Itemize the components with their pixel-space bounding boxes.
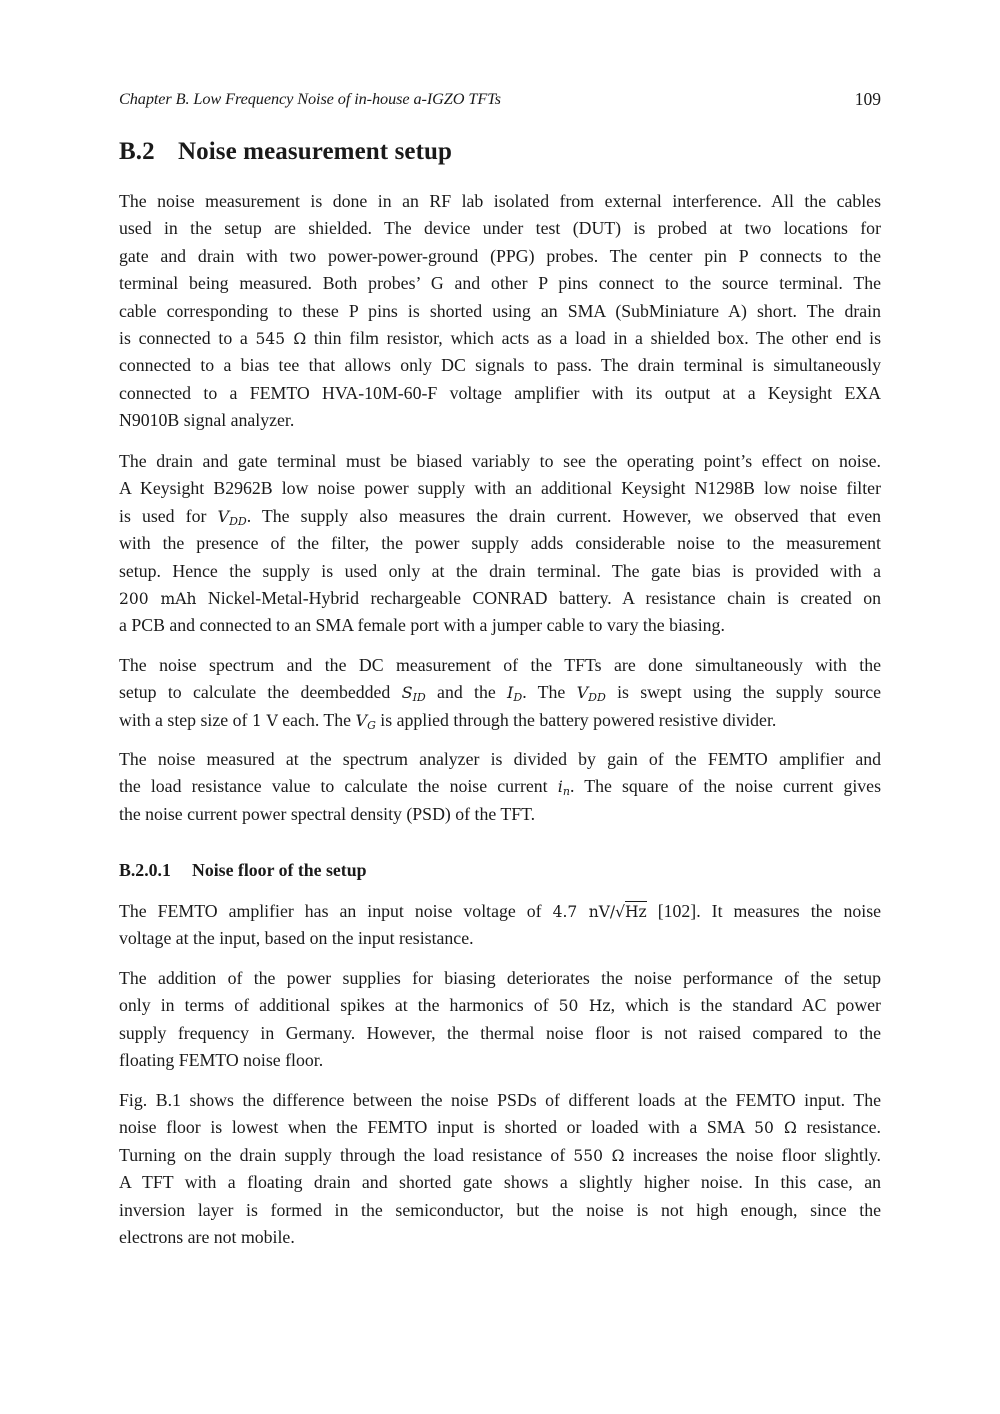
text-line: Fig. B.1 shows the difference between the noise PSDs of different loads at the FEMTO input. The [119,1090,881,1110]
math-symbol: i [557,777,563,797]
section-title: Noise measurement setup [178,138,453,165]
text-span: The FEMTO amplifier has an input noise voltage of [119,901,553,921]
paragraph-noise-current [119,746,881,828]
paragraph-figure-discussion [119,1087,881,1251]
text-line: connected to a FEMTO HVA-10M-60-F voltage amplifier with its output at a Keysight EXA [119,382,881,403]
math-noise-voltage: 4.7 nV/√ [552,903,626,921]
text-line: supply frequency in Germany. However, the thermal noise floor is not raised compared to the [119,1022,881,1043]
text-span: , which is the standard AC power [610,995,881,1016]
running-title: Chapter B. Low Frequency Noise of in-house a-IGZO TFTs [119,89,501,108]
math-vg [356,711,376,730]
text-line: The drain and gate terminal must be biased variably to see the operating point’s effect on noise. [119,451,881,471]
math-symbol: V [576,683,589,703]
text-line: electrons are not mobile. [119,1226,295,1247]
math-sid [401,683,426,705]
text-line: voltage at the input, based on the input resistance. [119,928,474,949]
text-line: The noise spectrum and the DC measurement of the TFTs are done simultaneously with the [119,655,881,675]
text-line [119,992,881,1019]
math-id [507,683,523,705]
text-span: is applied through the battery powered resistive divider. [375,709,777,730]
text-line [119,585,881,612]
text-span: Turning on the drain supply through the load resistance of [119,1144,574,1165]
math-subscript: D [513,691,523,705]
text-line [119,773,881,800]
paragraph-biasing [119,448,881,640]
text-span: resistance. [796,1117,881,1138]
text-line: a PCB and connected to an SMA female port with a jumper cable to vary the biasing. [119,615,725,636]
text-line: A Keysight B2962B low noise power supply with an additional Keysight N1298B low noise filter [119,478,881,499]
paragraph-femto-noise [119,898,881,953]
section-heading [119,138,452,166]
math-symbol: S [401,683,413,703]
math-resistance-550: 550 Ω [573,1146,625,1165]
text-line: The addition of the power supplies for biasing deteriorates the noise performance of the setup [119,968,881,988]
text-line [119,898,881,925]
text-span: [102]. It measures the noise [646,901,881,921]
math-sqrt-hz: Hz [625,903,647,921]
text-span: . The square of the noise current gives [569,776,881,797]
math-resistance-545: 545 Ω [255,329,307,348]
text-line: the noise current power spectral density (PSD) of the TFT. [119,803,536,824]
text-line: cable corresponding to these P pins is shorted using an SMA (SubMiniature A) short. The drain [119,300,881,321]
text-span: thin film resistor, which acts as a load in a shielded box. The other end is [306,327,881,348]
text-span: increases the noise floor slightly. [624,1144,881,1165]
text-line: The noise measurement is done in an RF lab isolated from external interference. All the cables [119,191,881,211]
math-vdd [576,683,606,705]
math-subscript: G [367,718,376,732]
text-line: A TFT with a floating drain and shorted gate shows a slightly higher noise. In this case, an [119,1172,881,1193]
text-line [119,325,881,352]
text-span: and the [425,682,508,703]
paragraph-dc-measurement [119,652,881,734]
text-span: only in terms of additional spikes at the harmonics of [119,995,559,1016]
math-in [557,777,570,799]
paragraph-setup-overview [119,188,881,435]
text-span: is swept using the supply source [605,682,881,703]
text-span: is used for [119,505,218,526]
math-step-size: 1 V [251,711,278,730]
text-span: the load resistance value to calculate the noise current [119,776,558,797]
text-line: used in the setup are shielded. The device under test (DUT) is probed at two locations for [119,218,881,239]
math-symbol: I [507,683,514,703]
text-span: is connected to a [119,327,256,348]
subsection-heading [119,860,367,881]
text-line [119,707,881,734]
text-span: . The [522,682,577,703]
text-line: with the presence of the filter, the power supply adds considerable noise to the measurement [119,533,881,554]
subsection-number: B.2.0.1 [119,860,171,880]
math-subscript: ID [412,691,426,705]
text-line: floating FEMTO noise floor. [119,1050,324,1071]
text-line [119,1142,881,1169]
text-span: . The supply also measures the drain current. However, we observed that even [246,505,881,526]
math-subscript: n [562,785,570,799]
math-symbol: V [355,710,368,730]
math-symbol: V [217,506,230,526]
text-span: each. The [277,709,356,730]
text-line [119,503,881,530]
text-line: connected to a bias tee that allows only DC signals to pass. The drain terminal is simultaneously [119,355,881,376]
math-battery-capacity: 200 mAh [119,589,197,608]
text-line: terminal being measured. Both probes’ G and other P pins connect to the source terminal. The [119,273,881,294]
text-span: setup to calculate the deembedded [119,682,402,703]
text-span: with a step size of [119,709,252,730]
page-number: 109 [854,89,881,109]
text-line: The noise measured at the spectrum analyzer is divided by gain of the FEMTO amplifier and [119,749,881,769]
math-subscript: DD [588,691,606,705]
math-vdd [218,507,247,526]
subsection-title: Noise floor of the setup [192,860,367,880]
text-line [119,1114,881,1141]
text-line: gate and drain with two power-power-ground (PPG) probes. The center pin P connects to the [119,245,881,266]
paragraph-power-supply-spikes [119,965,881,1075]
text-line: inversion layer is formed in the semiconductor, but the noise is not high enough, since the [119,1199,881,1220]
running-header [119,89,881,111]
section-number: B.2 [119,138,155,165]
text-line: setup. Hence the supply is used only at the drain terminal. The gate bias is provided with a [119,560,881,581]
math-resistance-50: 50 Ω [754,1119,797,1138]
math-frequency-50hz: 50 Hz [558,997,611,1016]
text-line: N9010B signal analyzer. [119,410,295,431]
text-line [119,679,881,706]
text-span: Nickel-Metal-Hybrid rechargeable CONRAD battery. A resistance chain is created on [196,587,881,608]
text-span: noise floor is lowest when the FEMTO input is shorted or loaded with a SMA [119,1117,755,1138]
math-subscript: DD [229,514,247,528]
